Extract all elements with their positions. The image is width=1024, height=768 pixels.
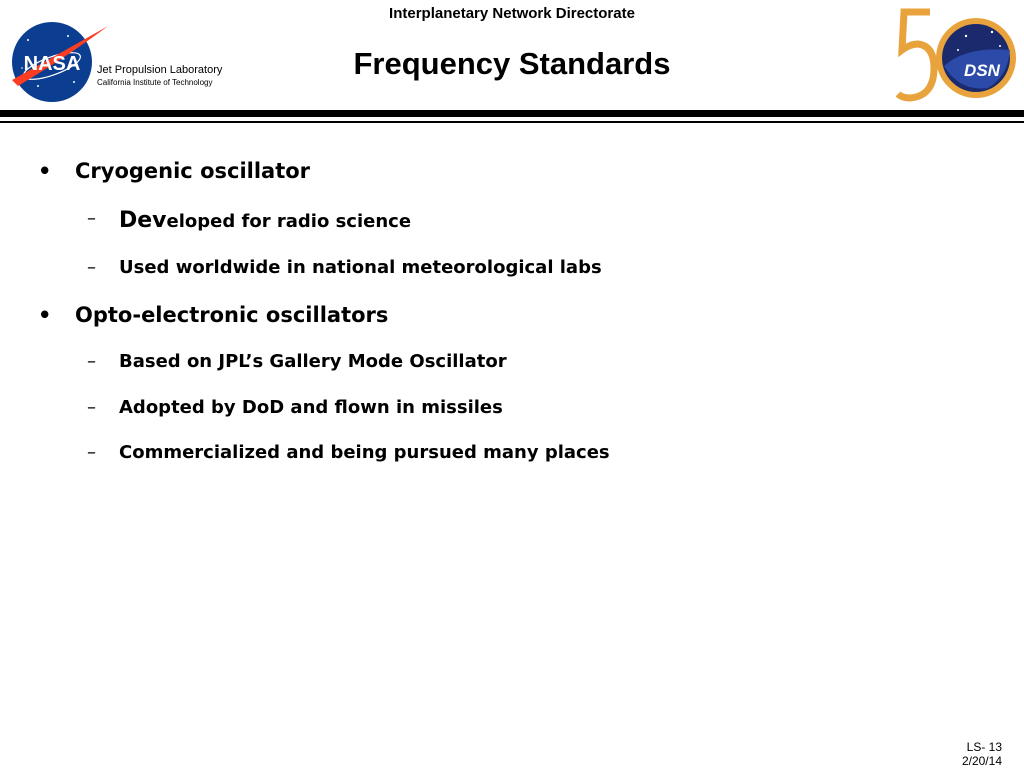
dash-icon: – (87, 397, 96, 418)
bullet-icon: • (38, 303, 52, 327)
directorate-label: Interplanetary Network Directorate (389, 5, 635, 22)
bullet-text: Cryogenic oscillator (75, 159, 311, 183)
slide-date: 2/20/14 (961, 754, 1002, 768)
nasa-wordmark: NASA (23, 53, 81, 75)
sub-bullet-prefix: Dev (119, 208, 167, 233)
slide-title: Frequency Standards (353, 46, 671, 81)
sub-bullet-text (119, 208, 411, 233)
sub-bullet-text: Used worldwide in national meteorological labs (119, 257, 602, 278)
jpl-subtitle: California Institute of Technology (97, 78, 213, 87)
jpl-name: Jet Propulsion Laboratory (97, 64, 223, 76)
slide-id: LS- 13 (966, 740, 1002, 754)
sub-bullet-text: Based on JPL’s Gallery Mode Oscillator (119, 351, 507, 372)
sub-bullet-text: Commercialized and being pursued many places (119, 442, 610, 463)
dash-icon: – (87, 351, 96, 372)
dash-icon: – (87, 442, 96, 463)
nasa-logo-icon (8, 20, 110, 104)
slide-footer (962, 740, 1002, 768)
dash-icon: – (87, 257, 96, 278)
dash-icon: – (87, 208, 96, 229)
sub-bullet-text: Adopted by DoD and flown in missiles (119, 397, 503, 418)
sub-bullet-rest: eloped for radio science (166, 211, 412, 232)
dsn-wordmark: DSN (964, 61, 1000, 80)
bullet-text: Opto-electronic oscillators (75, 303, 389, 327)
dsn-50-logo-icon (896, 6, 1020, 104)
header-rule-thick (0, 110, 1024, 117)
header-rule-thin (0, 121, 1024, 123)
bullet-icon: • (38, 159, 52, 183)
